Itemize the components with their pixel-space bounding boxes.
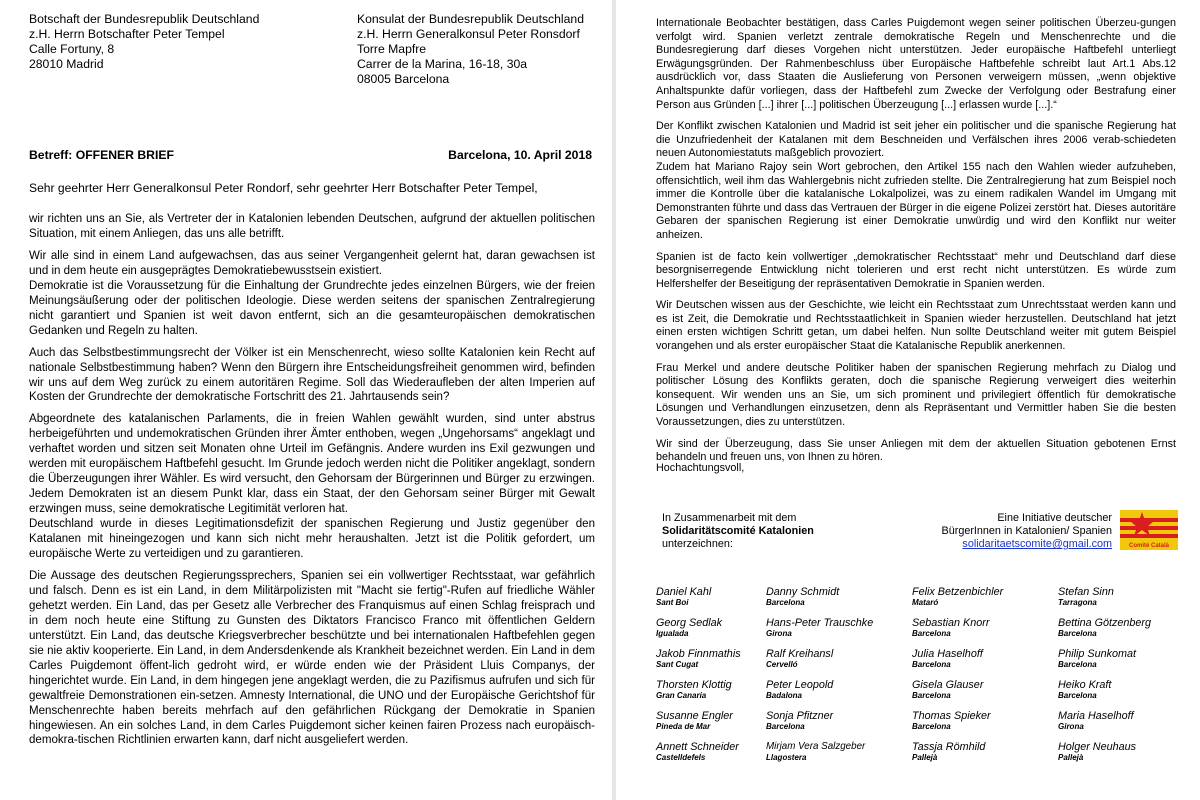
initiative-line: BürgerInnen in Katalonien/ Spanien xyxy=(941,525,1112,537)
signatory-city: Sant Cugat xyxy=(656,660,699,669)
signatory-city: Barcelona xyxy=(766,722,805,731)
signatory-name: Jakob Finnmathis xyxy=(656,648,741,660)
signatory-name: Annett Schneider xyxy=(656,741,739,753)
signatory xyxy=(912,679,1042,701)
letter-body-right xyxy=(656,17,1176,473)
paragraph: Frau Merkel und andere deutsche Politiker haben der spanischen Regierung mehrfach zu Dialog und politischer Lösung des Konflikts geraten, doch die spanische Regierung verweigert dies weiterhin konsequent. Wir wenden uns an Sie, um sich prominent und privilegiert öffentlich für demokratische Lösungen und Verhandlungen einzusetzen, denn als Repräsentant und Vermittler haben Sie die besten Voraussetzungen, dies zu unterstützen. xyxy=(656,361,1176,429)
signatory-name: Heiko Kraft xyxy=(1058,679,1112,691)
signatory xyxy=(766,710,896,732)
signatory xyxy=(912,710,1042,732)
subject-label: Betreff: OFFENER BRIEF xyxy=(29,148,174,162)
paragraph: wir richten uns an Sie, als Vertreter der in Katalonien lebenden Deutschen, aufgrund der aktuellen politischen Situation, mit einem Anliegen, das uns alle betrifft. xyxy=(29,213,595,240)
signatory xyxy=(1058,741,1188,763)
signatory xyxy=(1058,617,1188,639)
initiative-block xyxy=(890,512,1112,551)
signatory-name: Sebastian Knorr xyxy=(912,617,990,629)
address-line: Calle Fortuny, 8 xyxy=(29,42,115,56)
signatory-city: Pallejà xyxy=(1058,753,1084,762)
signatory xyxy=(766,617,896,639)
initiative-line: Eine Initiative deutscher xyxy=(997,512,1112,524)
address-line: Torre Mapfre xyxy=(357,42,427,56)
paragraph: Internationale Beobachter bestätigen, dass Carles Puigdemont wegen seiner politischen Überzeu-gungen verfolgt wird. Spanien verletzt zentrale demokratische Regeln und Menschenrechte und die Bundesregierung darf dieses Vorgehen nicht unterstützen. Jeder europäische Haftbefehl unterliegt Erwägungsgründen. Der Rahmenbeschluss über Europäische Haftbefehle schreibt laut Art.1 Abs.12 ausdrücklich vor, dass Staaten die Auslieferung von Personen verweigern müssen, „wenn objektive Anhaltspunkte dafür vorliegen, dass der Haftbefehl zum Zwecke der Verfolgung oder Bestrafung einer Person aus Gründen [...] ihrer [...] politischen Überzeugung [...] erlassen wurde [...].“ xyxy=(656,17,1176,111)
signatory-name: Maria Haselhoff xyxy=(1058,710,1134,722)
letter-date: Barcelona, 10. April 2018 xyxy=(448,148,592,162)
cooperation-line: unterzeichnen: xyxy=(662,538,733,550)
signatory-city: Llagostera xyxy=(766,753,807,762)
signatory-city: Sant Boi xyxy=(656,598,689,607)
signatory xyxy=(912,586,1042,608)
salutation: Sehr geehrter Herr Generalkonsul Peter Rondorf, sehr geehrter Herr Botschafter Peter Tempel, xyxy=(29,181,538,195)
signatory xyxy=(766,586,896,608)
paragraph: Der Konflikt zwischen Katalonien und Madrid ist seit jeher ein politischer und die spanische Regierung hat die Unzufriedenheit der Katalanen mit dem Beschneiden und Verfälschen ihres 2006 verab-schiedeten neuen Autonomiestatuts maßgeblich provoziert. Zudem hat Mariano Rajoy sein Wort gebrochen, den Artikel 155 nach den Wahlen wieder aufzuheben, offensichtlich, weil ihm das Wahlergebnis nicht zufrieden stellte. Die Zentralregierung hat zum Beispiel noch immer die Kontrolle über die katalanische Lokalpolizei, was zu einem radikalen Wandel im Umgang mit Demonstranten führte und dass das Vertrauen der Bürger in die eigene Polizei zerstört hat. Dieses autoritäre Gebaren der spanischen Regierung ist einer Demokratie unwürdig und wird den Konflikt nur weiter anheizen. xyxy=(656,120,1176,241)
signatory-name: Georg Sedlak xyxy=(656,617,723,629)
signatory-name: Julia Haselhoff xyxy=(912,648,983,660)
signatory-name: Thomas Spieker xyxy=(912,710,991,722)
address-line: z.H. Herrn Generalkonsul Peter Ronsdorf xyxy=(357,27,580,41)
signatory xyxy=(1058,710,1188,732)
signatory-city: Pallejà xyxy=(912,753,938,762)
signatory-city: Barcelona xyxy=(1058,660,1097,669)
initiative-email-link[interactable]: solidaritaetscomite@gmail.com xyxy=(962,538,1112,550)
address-line: Carrer de la Marina, 16-18, 30a xyxy=(357,57,528,71)
signatory-city: Barcelona xyxy=(912,691,951,700)
signatory-city: Badalona xyxy=(766,691,803,700)
sender-address-consulate xyxy=(357,12,584,87)
signatory xyxy=(1058,679,1188,701)
signatory-name: Philip Sunkomat xyxy=(1058,648,1137,660)
signatory-name: Stefan Sinn xyxy=(1058,586,1114,598)
signatory xyxy=(766,648,896,670)
signatory-city: Barcelona xyxy=(912,629,951,638)
signatory-city: Mataró xyxy=(912,598,939,607)
cooperation-line: In Zusammenarbeit mit dem xyxy=(662,512,797,524)
address-line: 28010 Madrid xyxy=(29,57,104,71)
signatory-city: Barcelona xyxy=(1058,629,1097,638)
closing: Hochachtungsvoll, xyxy=(656,462,745,474)
signatory-city: Girona xyxy=(766,629,792,638)
signatory-name: Sonja Pfitzner xyxy=(766,710,834,722)
signatory-city: Barcelona xyxy=(912,722,951,731)
paragraph: Auch das Selbstbestimmungsrecht der Völker ist ein Menschenrecht, wieso sollte Katalonien kein Recht auf nationale Selbstbestimmung haben? Wenn den Bürgern ihre Entscheidungsfreiheit genommen wird, befinden wir uns auf dem Weg zurück zu einem autoritären Regime. Soll das Wiederaufleben der alten Imperien auf Kosten der Grundrechte der demokratische Fortschritt des 21. Jahrtausends sein? xyxy=(29,346,595,404)
signatory-name: Thorsten Klottig xyxy=(656,679,732,691)
signatory-name: Felix Betzenbichler xyxy=(912,586,1004,598)
signatory-city: Igualada xyxy=(656,629,689,638)
cooperation-org: Solidaritätscomité Katalonien xyxy=(662,525,814,537)
signatory-name: Bettina Götzenberg xyxy=(1058,617,1152,629)
paragraph: Wir sind der Überzeugung, dass Sie unser Anliegen mit dem der aktuellen Situation gebotenen Ernst behandeln und freuen uns, von Ihnen zu hören. xyxy=(656,437,1176,464)
signatory-city: Barcelona xyxy=(912,660,951,669)
address-line: Botschaft der Bundesrepublik Deutschland xyxy=(29,12,260,26)
address-line: z.H. Herrn Botschafter Peter Tempel xyxy=(29,27,225,41)
signatory-name: Gisela Glauser xyxy=(912,679,984,691)
signatory xyxy=(766,741,896,763)
paragraph: Abgeordnete des katalanischen Parlaments, die in freien Wahlen gewählt wurden, sind unter abstrus herbeigeführten und undemokratischen Gründen ihrer Ämter enthoben, wegen „Ungehorsams“ angeklagt und verhaftet worden und sitzen seit Monaten ohne Urteil im Gefängnis. Andere wurden ins Exil gezwungen und werden mit europäischem Haftbefehl gesucht. Im Grunde jedoch werden nicht die Politiker angeklagt, sondern die Überzeugungen ihrer Wähler. Es wird versucht, den Gehorsam der Bürgerinnen und Bürger zu erzwingen. Jedem Demokraten ist an diesem Punkt klar, dass ein Staat, der den Gehorsam seiner Bürger mit Gewalt erzwingen muss, seine demokratische Legitimität verloren hat. Deutschland wurde in dieses Legitimationsdefizit der spanischen Regierung und Justiz gegenüber den Katalanen mit hineingezogen und kann sich nicht mehr heraushalten. Jetzt ist die Politik gefordert, um europäische Werte zu verteidigen und zu garantieren. xyxy=(29,413,595,561)
paragraph: Wir Deutschen wissen aus der Geschichte, wie leicht ein Rechtsstaat zum Unrechtsstaat werden kann und es ist Zeit, die Demokratie und Rechtsstaatlichkeit in Spanien wieder herzustellen. Deutschland hat jetzt einen ersten wichtigen Schritt getan, um dabei helfen. Nun sollte Deutschland weiter mit gutem Beispiel vorangehen und als erster europäischer Staat die Katalanische Republik anerkennen. xyxy=(656,299,1176,353)
address-line: Konsulat der Bundesrepublik Deutschland xyxy=(357,12,584,26)
letter-body-left xyxy=(29,212,595,755)
signatory-name: Ralf Kreihansl xyxy=(766,648,834,660)
signatory xyxy=(912,617,1042,639)
signatory-name: Danny Schmidt xyxy=(766,586,840,598)
signatory-city: Pineda de Mar xyxy=(656,722,711,731)
signatory xyxy=(766,679,896,701)
signatory xyxy=(1058,648,1188,670)
signatory-city: Gran Canaria xyxy=(656,691,707,700)
signatory-city: Tarragona xyxy=(1058,598,1097,607)
committee-logo xyxy=(1120,510,1178,550)
signatory-name: Holger Neuhaus xyxy=(1058,741,1137,753)
signatory xyxy=(1058,586,1188,608)
signatory xyxy=(912,741,1042,763)
signatory-name: Susanne Engler xyxy=(656,710,733,722)
signatory xyxy=(912,648,1042,670)
paragraph: Wir alle sind in einem Land aufgewachsen, das aus seiner Vergangenheit gelernt hat, daran gewachsen ist und in dem heute ein ausgeprägtes Demokratiebewusstsein existiert. Demokratie ist die Voraussetzung für die Einhaltung der Grundrechte jedes einzelnen Bürgers, wie der freien Meinungsäußerung oder der politischen Ideologie. Diese werden seitens der spanischen Zentralregierung nicht garantiert und Spanien ist weit davon entfernt, sich an die gesamteuropäischen demokratischen Gedanken und Regeln zu halten. xyxy=(29,249,595,337)
paragraph: Die Aussage des deutschen Regierungssprechers, Spanien sei ein vollwertiger Rechtsstaat, war gefährlich und falsch. Denn es ist ein Land, in dem Militärpolizisten mit "Macht sie fertig"-Rufen auf friedliche Wähler gehetzt werden. Ein Land, das per Gesetz alle Verbrecher des Franquismus auf einen Schlag freisprach und in dem noch heute eine Stiftung zu Gunsten des Diktators Francisco Franco mit öffentlichen Geldern unterstützt. Ein Land, das deutsche Kriegsverbrecher beschützte und bei internationalen Haftbefehlen gegen sie nie aktiv kooperierte. Ein Land, in dem Andersdenkende als Krankheit bezeichnet werden. Ein Land in dem Carles Puigdemont öffent-lich gedroht wird, er würde enden wie der Präsident Lluis Companys, der hingerichtet wurde. Ein Land, in dem hingegen jene angeklagt werden, die zu Pazifismus aufrufen und sich für gewaltfreie Demonstrationen ein-setzen. Amnesty International, die UNO und der Europäische Gerichtshof für Menschenrechte haben bereits mehrfach auf den gefährlichen Rückgang der Demokratie in Spanien hingewiesen. An ein solches Land, in dem Carles Puigdemont sicher keinen fairen Prozess nach europäisch-demokra-tischen Richtlinien erwarten kann, darf nicht ausgeliefert werden. xyxy=(29,569,595,747)
address-line: 08005 Barcelona xyxy=(357,72,450,86)
signatory-city: Castelldefels xyxy=(656,753,706,762)
signatory-city: Barcelona xyxy=(766,598,805,607)
subject-line xyxy=(29,148,592,162)
signatory-city: Cervelló xyxy=(766,660,798,669)
signatory-name: Tassja Römhild xyxy=(912,741,986,753)
signatory-city: Barcelona xyxy=(1058,691,1097,700)
cooperation-block xyxy=(662,512,862,551)
signatory-name: Daniel Kahl xyxy=(656,586,712,598)
sender-address-embassy xyxy=(29,12,259,72)
signatory-name: Mirjam Vera Salzgeber xyxy=(766,741,866,752)
logo-caption: Comité Català xyxy=(1128,543,1169,549)
signatory-name: Hans-Peter Trauschke xyxy=(766,617,874,629)
signatory-name: Peter Leopold xyxy=(766,679,834,691)
signatory-city: Girona xyxy=(1058,722,1084,731)
paragraph: Spanien ist de facto kein vollwertiger „demokratischer Rechtsstaat“ mehr und Deutschland darf diese besorgniserregende Entwicklung nicht tolerieren und erst recht nicht unterstützen. Es würde zum Helfershelfer der Beseitigung der repräsentativen Demokratie in Spanien werden. xyxy=(656,250,1176,290)
